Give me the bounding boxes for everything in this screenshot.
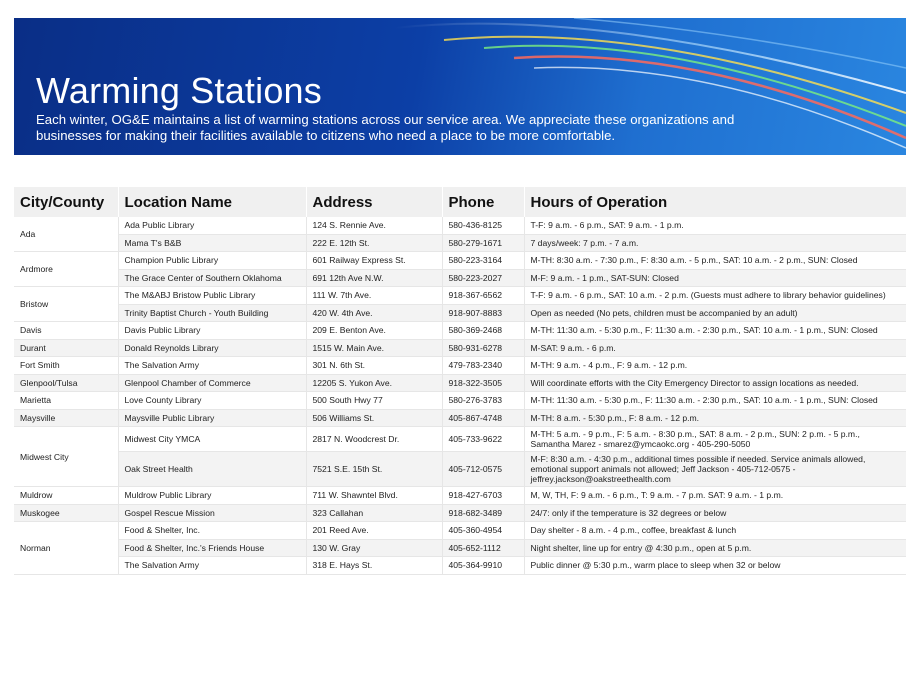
table-row <box>14 522 906 540</box>
address-cell: 323 Callahan <box>306 504 442 522</box>
city-cell: Muldrow <box>14 487 118 505</box>
table-header-row <box>14 187 906 217</box>
location-cell: Trinity Baptist Church - Youth Building <box>118 304 306 322</box>
hours-cell: M, W, TH, F: 9 a.m. - 6 p.m., T: 9 a.m. - 7 p.m. SAT: 9 a.m. - 1 p.m. <box>524 487 906 505</box>
hours-cell: M-TH: 8:30 a.m. - 7:30 p.m., F: 8:30 a.m. - 5 p.m., SAT: 10 a.m. - 2 p.m., SUN: Closed <box>524 252 906 270</box>
address-cell: 301 N. 6th St. <box>306 357 442 375</box>
location-cell: Donald Reynolds Library <box>118 339 306 357</box>
column-header-address: Address <box>306 187 442 217</box>
hours-cell: Night shelter, line up for entry @ 4:30 p.m., open at 5 p.m. <box>524 539 906 557</box>
hours-cell: 7 days/week: 7 p.m. - 7 a.m. <box>524 234 906 252</box>
hours-cell: M-TH: 11:30 a.m. - 5:30 p.m., F: 11:30 a.m. - 2:30 p.m., SAT: 10 a.m. - 1 p.m., SUN: Closed <box>524 322 906 340</box>
city-cell: Durant <box>14 339 118 357</box>
address-cell: 691 12th Ave N.W. <box>306 269 442 287</box>
location-cell: Food & Shelter, Inc.'s Friends House <box>118 539 306 557</box>
table-row <box>14 234 906 252</box>
location-cell: Davis Public Library <box>118 322 306 340</box>
table-row <box>14 504 906 522</box>
address-cell: 601 Railway Express St. <box>306 252 442 270</box>
city-cell: Ardmore <box>14 252 118 287</box>
hours-cell: Public dinner @ 5:30 p.m., warm place to sleep when 32 or below <box>524 557 906 575</box>
address-cell: 124 S. Rennie Ave. <box>306 217 442 234</box>
phone-cell: 405-712-0575 <box>442 452 524 487</box>
hours-cell: M-TH: 9 a.m. - 4 p.m., F: 9 a.m. - 12 p.m. <box>524 357 906 375</box>
table-row <box>14 357 906 375</box>
location-cell: Muldrow Public Library <box>118 487 306 505</box>
phone-cell: 918-682-3489 <box>442 504 524 522</box>
phone-cell: 918-427-6703 <box>442 487 524 505</box>
phone-cell: 580-276-3783 <box>442 392 524 410</box>
hours-cell: M-TH: 5 a.m. - 9 p.m., F: 5 a.m. - 8:30 p.m., SAT: 8 a.m. - 2 p.m., SUN: 2 p.m. - 5 p.m., Samantha Marez - smarez@ymcaokc.org - 405-290-5050 <box>524 427 906 452</box>
column-header-city: City/County <box>14 187 118 217</box>
column-header-phone: Phone <box>442 187 524 217</box>
table-row <box>14 427 906 452</box>
column-header-hours: Hours of Operation <box>524 187 906 217</box>
address-cell: 201 Reed Ave. <box>306 522 442 540</box>
address-cell: 7521 S.E. 15th St. <box>306 452 442 487</box>
phone-cell: 918-367-6562 <box>442 287 524 305</box>
location-cell: Glenpool Chamber of Commerce <box>118 374 306 392</box>
phone-cell: 405-364-9910 <box>442 557 524 575</box>
table-row <box>14 287 906 305</box>
location-cell: Food & Shelter, Inc. <box>118 522 306 540</box>
address-cell: 711 W. Shawntel Blvd. <box>306 487 442 505</box>
phone-cell: 918-322-3505 <box>442 374 524 392</box>
hours-cell: M-F: 9 a.m. - 1 p.m., SAT-SUN: Closed <box>524 269 906 287</box>
page-description: Each winter, OG&E maintains a list of warming stations across our service area. We appreciate these organizations and businesses for making their facilities available to citizens who need a place to be more comfortable. <box>36 112 735 143</box>
city-cell: Fort Smith <box>14 357 118 375</box>
address-cell: 222 E. 12th St. <box>306 234 442 252</box>
hours-cell: T-F: 9 a.m. - 6 p.m., SAT: 9 a.m. - 1 p.m. <box>524 217 906 234</box>
location-cell: Ada Public Library <box>118 217 306 234</box>
phone-cell: 918-907-8883 <box>442 304 524 322</box>
phone-cell: 580-931-6278 <box>442 339 524 357</box>
city-cell: Davis <box>14 322 118 340</box>
phone-cell: 580-436-8125 <box>442 217 524 234</box>
address-cell: 420 W. 4th Ave. <box>306 304 442 322</box>
city-cell: Midwest City <box>14 427 118 487</box>
table-row <box>14 452 906 487</box>
table-row <box>14 409 906 427</box>
phone-cell: 580-279-1671 <box>442 234 524 252</box>
phone-cell: 405-733-9622 <box>442 427 524 452</box>
phone-cell: 405-360-4954 <box>442 522 524 540</box>
hours-cell: M-F: 8:30 a.m. - 4:30 p.m., additional times possible if needed. Service animals allowed, emotional support animals not allowed; Jeff Jackson - 405-712-0575 - jeffrey.jackson@oakstreethealth.com <box>524 452 906 487</box>
city-cell: Muskogee <box>14 504 118 522</box>
address-cell: 12205 S. Yukon Ave. <box>306 374 442 392</box>
location-cell: Champion Public Library <box>118 252 306 270</box>
table-row <box>14 339 906 357</box>
city-cell: Ada <box>14 217 118 252</box>
hours-cell: Day shelter - 8 a.m. - 4 p.m., coffee, breakfast & lunch <box>524 522 906 540</box>
address-cell: 318 E. Hays St. <box>306 557 442 575</box>
phone-cell: 580-223-3164 <box>442 252 524 270</box>
hours-cell: M-TH: 8 a.m. - 5:30 p.m., F: 8 a.m. - 12 p.m. <box>524 409 906 427</box>
location-cell: Maysville Public Library <box>118 409 306 427</box>
header-banner <box>14 18 906 155</box>
location-cell: The M&ABJ Bristow Public Library <box>118 287 306 305</box>
table-row <box>14 322 906 340</box>
location-cell: The Salvation Army <box>118 557 306 575</box>
phone-cell: 580-223-2027 <box>442 269 524 287</box>
location-cell: Love County Library <box>118 392 306 410</box>
phone-cell: 405-652-1112 <box>442 539 524 557</box>
hours-cell: M-TH: 11:30 a.m. - 5:30 p.m., F: 11:30 a.m. - 2:30 p.m., SAT: 10 a.m. - 1 p.m., SUN: Closed <box>524 392 906 410</box>
warming-stations-table <box>14 187 906 575</box>
table-row <box>14 487 906 505</box>
hours-cell: Will coordinate efforts with the City Emergency Director to assign locations as needed. <box>524 374 906 392</box>
table-row <box>14 374 906 392</box>
location-cell: Oak Street Health <box>118 452 306 487</box>
page-title: Warming Stations <box>36 70 322 111</box>
phone-cell: 405-867-4748 <box>442 409 524 427</box>
address-cell: 111 W. 7th Ave. <box>306 287 442 305</box>
address-cell: 130 W. Gray <box>306 539 442 557</box>
address-cell: 209 E. Benton Ave. <box>306 322 442 340</box>
table-row <box>14 392 906 410</box>
table-row <box>14 217 906 234</box>
location-cell: The Salvation Army <box>118 357 306 375</box>
table-body <box>14 217 906 574</box>
phone-cell: 580-369-2468 <box>442 322 524 340</box>
hours-cell: T-F: 9 a.m. - 6 p.m., SAT: 10 a.m. - 2 p.m. (Guests must adhere to library behavior guidelines) <box>524 287 906 305</box>
address-cell: 2817 N. Woodcrest Dr. <box>306 427 442 452</box>
table-row <box>14 252 906 270</box>
hours-cell: 24/7: only if the temperature is 32 degrees or below <box>524 504 906 522</box>
city-cell: Bristow <box>14 287 118 322</box>
city-cell: Glenpool/Tulsa <box>14 374 118 392</box>
phone-cell: 479-783-2340 <box>442 357 524 375</box>
location-cell: Gospel Rescue Mission <box>118 504 306 522</box>
table-row <box>14 304 906 322</box>
column-header-location: Location Name <box>118 187 306 217</box>
hours-cell: M-SAT: 9 a.m. - 6 p.m. <box>524 339 906 357</box>
address-cell: 506 Williams St. <box>306 409 442 427</box>
city-cell: Maysville <box>14 409 118 427</box>
address-cell: 1515 W. Main Ave. <box>306 339 442 357</box>
hours-cell: Open as needed (No pets, children must be accompanied by an adult) <box>524 304 906 322</box>
table-row <box>14 557 906 575</box>
address-cell: 500 South Hwy 77 <box>306 392 442 410</box>
city-cell: Marietta <box>14 392 118 410</box>
table-row <box>14 539 906 557</box>
location-cell: Midwest City YMCA <box>118 427 306 452</box>
location-cell: Mama T's B&B <box>118 234 306 252</box>
city-cell: Norman <box>14 522 118 575</box>
table-row <box>14 269 906 287</box>
location-cell: The Grace Center of Southern Oklahoma <box>118 269 306 287</box>
